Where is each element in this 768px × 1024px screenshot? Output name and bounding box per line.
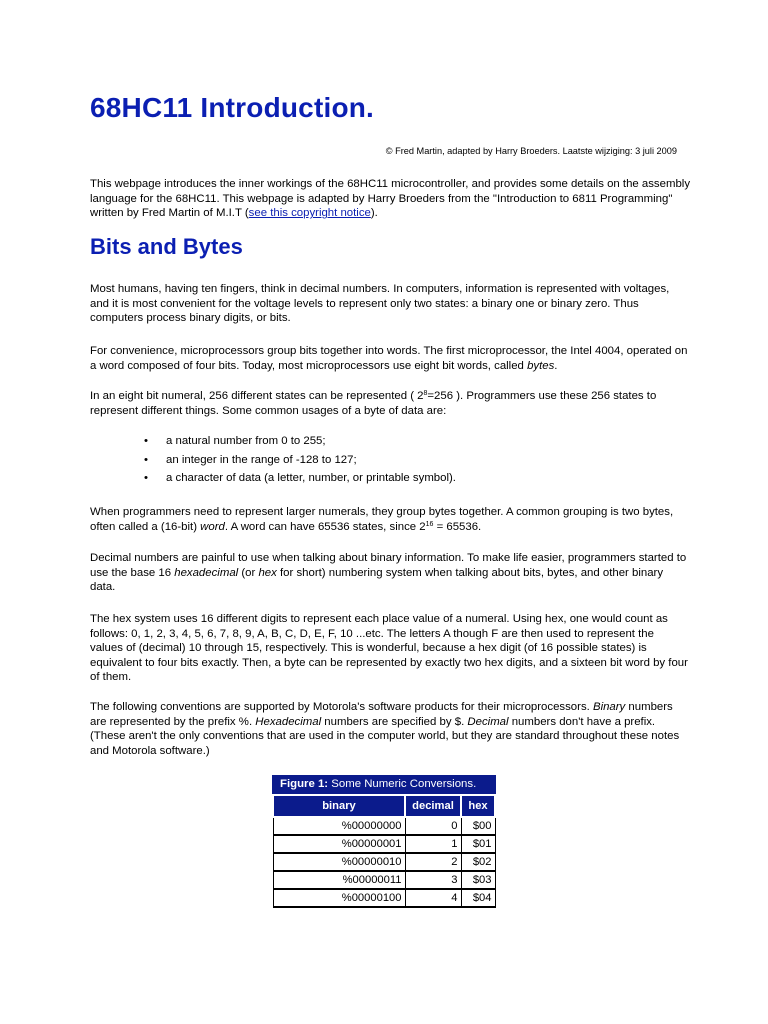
figure-caption-text: Some Numeric Conversions. bbox=[328, 778, 477, 790]
table-row bbox=[273, 817, 495, 835]
p7-text-f: numbers don't have a prefix. (These aren't the only conventions that are used in the computer world, but they are standard throughout these notes and Motorola software.) bbox=[90, 715, 680, 757]
bullet-icon: • bbox=[144, 435, 148, 447]
decimal-term: Decimal bbox=[467, 715, 509, 728]
table-cell: $03 bbox=[461, 871, 495, 889]
paragraph-conventions bbox=[90, 700, 690, 758]
paragraph-hexadecimal bbox=[90, 551, 690, 595]
hexadecimal-term: Hexadecimal bbox=[255, 715, 322, 728]
byte-usages-list bbox=[90, 434, 690, 490]
paragraph-states bbox=[90, 389, 690, 418]
table-header-row bbox=[273, 795, 495, 817]
p4-text: When programmers need to represent larger numerals, they group bytes together. A common grouping is two bytes, often called a (16-bit) bbox=[90, 506, 674, 533]
table-row bbox=[273, 889, 495, 907]
list-item bbox=[90, 434, 690, 453]
figure-caption bbox=[272, 775, 496, 794]
p2-end: . bbox=[554, 359, 558, 372]
table-cell: %00000000 bbox=[273, 817, 405, 835]
list-item-text: a character of data (a letter, number, or printable symbol). bbox=[166, 472, 456, 484]
p4-mid: . A word can have 65536 states, since 2 bbox=[224, 520, 426, 533]
numeric-conversions-figure bbox=[272, 775, 496, 908]
p7-text-a: The following conventions are supported by Motorola's software products for their microprocessors. bbox=[90, 701, 593, 713]
paragraph-humans: Most humans, having ten fingers, think in decimal numbers. In computers, information is represented with voltages, and it is most convenient for the voltage levels to represent only two states: a binary one or binary zero. Thus computers process binary digits, or bits. bbox=[90, 283, 670, 325]
page-title: 68HC11 Introduction. bbox=[90, 92, 375, 123]
intro-text-end: ). bbox=[370, 207, 378, 220]
table-cell: 2 bbox=[405, 853, 461, 871]
conversions-table bbox=[272, 794, 496, 908]
table-cell: 1 bbox=[405, 835, 461, 853]
table-cell: %00000001 bbox=[273, 835, 405, 853]
p4-end: = 65536. bbox=[433, 520, 482, 533]
intro-text: This webpage introduces the inner workings of the 68HC11 microcontroller, and provides some details on the assembly language for the 68HC11. This webpage is adapted by Harry Broeders from the "Introduction to 6811 Programming" written by Fred Martin of M.I.T ( bbox=[90, 178, 691, 220]
table-row bbox=[273, 871, 495, 889]
bullet-icon: • bbox=[144, 453, 148, 466]
p5-text: Decimal numbers are painful to use when talking about binary information. To make life easier, programmers started to use the base 16 bbox=[90, 552, 687, 579]
p3-text: In an eight bit numeral, 256 different states can be represented ( 2 bbox=[90, 390, 424, 402]
table-cell: $00 bbox=[461, 817, 495, 835]
paragraph-words bbox=[90, 344, 690, 373]
p2-text: For convenience, microprocessors group bits together into words. The first microprocessor, the Intel 4004, operated on a word composed of four bits. Today, most microprocessors use eight bit words, called bbox=[90, 345, 688, 372]
p7-text-e: . bbox=[461, 715, 468, 728]
p5-end: for short) numbering system when talking about bits, bytes, and other binary data. bbox=[90, 566, 664, 594]
table-cell: $04 bbox=[461, 889, 495, 907]
column-header-binary: binary bbox=[273, 795, 405, 817]
p3-end: =256 ). Programmers use these 256 states to represent different things. Some common usages of a byte of data are: bbox=[90, 390, 657, 417]
table-cell: 4 bbox=[405, 889, 461, 907]
author-credit: © Fred Martin, adapted by Harry Broeders. Laatste wijziging: 3 juli 2009 bbox=[385, 146, 677, 156]
bullet-icon: • bbox=[144, 472, 148, 484]
table-cell: 3 bbox=[405, 871, 461, 889]
list-item-text: an integer in the range of -128 to 127; bbox=[166, 453, 357, 466]
binary-term: Binary bbox=[592, 701, 626, 713]
intro-paragraph bbox=[90, 177, 690, 221]
table-cell: $02 bbox=[461, 853, 495, 871]
table-row bbox=[273, 835, 495, 853]
list-item-text: a natural number from 0 to 255; bbox=[166, 435, 326, 447]
p4-exponent: 16 bbox=[425, 520, 434, 528]
copyright-notice-link[interactable]: see this copyright notice bbox=[248, 207, 371, 220]
table-row bbox=[273, 853, 495, 871]
column-header-hex: hex bbox=[461, 795, 495, 817]
hex-prefix: $ bbox=[454, 715, 462, 728]
p5-mid: (or bbox=[238, 566, 259, 579]
bytes-term: bytes bbox=[527, 359, 555, 372]
word-term: word bbox=[200, 520, 225, 533]
binary-prefix: % bbox=[238, 715, 249, 728]
figure-caption-label: Figure 1: bbox=[280, 778, 329, 790]
hexadecimal-term: hexadecimal bbox=[174, 566, 239, 579]
paragraph-larger-numerals bbox=[90, 505, 690, 534]
p7-text-d: numbers are specified by bbox=[321, 715, 455, 728]
section-heading: Bits and Bytes bbox=[90, 234, 243, 259]
table-cell: $01 bbox=[461, 835, 495, 853]
p7-text-b: numbers are represented by the prefix bbox=[90, 701, 673, 728]
list-item bbox=[90, 471, 690, 490]
p3-exponent: 8 bbox=[423, 390, 428, 397]
table-cell: %00000011 bbox=[273, 871, 405, 889]
p7-text-c: . bbox=[248, 715, 256, 728]
column-header-decimal: decimal bbox=[405, 795, 461, 817]
table-cell: %00000010 bbox=[273, 853, 405, 871]
table-cell: 0 bbox=[405, 817, 461, 835]
paragraph-hex-system: The hex system uses 16 different digits to represent each place value of a numeral. Using hex, one would count as follows: 0, 1, 2, 3, 4, 5, 6, 7, 8, 9, A, B, C, D, E, F, 10 ...etc. The letters A though F are then used to represent the values of (decimal) 10 through 15, respectively. This is wonderful, because a hex digit (of 16 possible states) is equivalent to four bits exactly. Then, a byte can be represented by exactly two hex digits, and a sixteen bit word by four of them. bbox=[90, 613, 688, 684]
table-cell: %00000100 bbox=[273, 889, 405, 907]
list-item bbox=[90, 453, 690, 472]
hex-term: hex bbox=[258, 566, 277, 579]
